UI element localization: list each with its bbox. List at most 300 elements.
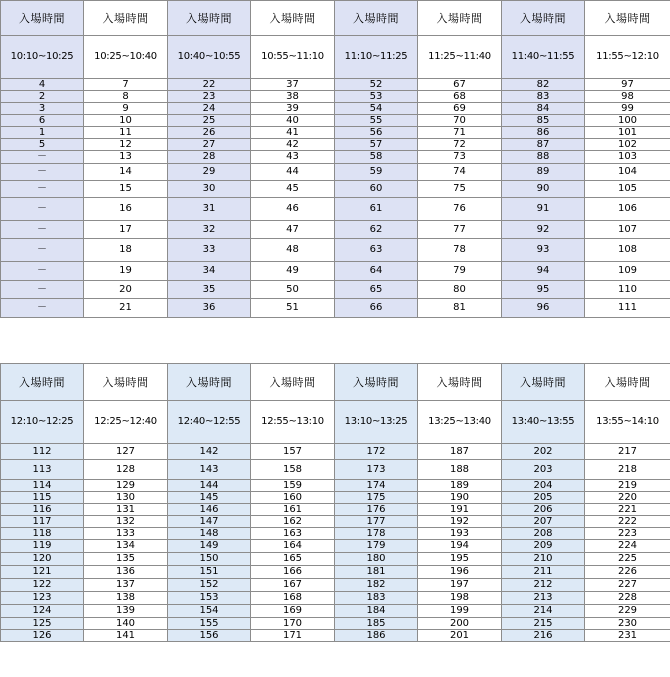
table-row	[1, 480, 670, 492]
ticket-number-cell: 184	[335, 605, 418, 618]
ticket-number-cell: 19	[84, 262, 168, 281]
ticket-number-cell: 87	[502, 139, 585, 151]
ticket-number-cell: －	[1, 262, 84, 281]
ticket-number-cell: 91	[502, 198, 585, 221]
ticket-number-cell: 225	[585, 553, 670, 566]
ticket-number-cell: 227	[585, 579, 670, 592]
column-header: 入場時間	[502, 364, 585, 401]
ticket-number-cell: 154	[168, 605, 251, 618]
ticket-number-cell: 36	[168, 299, 251, 318]
ticket-number-cell: 115	[1, 492, 84, 504]
ticket-number-cell: 211	[502, 566, 585, 579]
ticket-number-cell: 224	[585, 540, 670, 553]
ticket-number-cell: 61	[335, 198, 418, 221]
ticket-number-cell: 163	[251, 528, 335, 540]
ticket-number-cell: 176	[335, 504, 418, 516]
table-row	[1, 239, 670, 262]
ticket-number-cell: 40	[251, 115, 335, 127]
ticket-number-cell: 110	[585, 281, 670, 299]
ticket-number-cell: 220	[585, 492, 670, 504]
ticket-number-cell: 173	[335, 460, 418, 480]
table-row	[1, 262, 670, 281]
ticket-number-cell: 120	[1, 553, 84, 566]
ticket-number-cell: 60	[335, 181, 418, 198]
ticket-number-cell: 55	[335, 115, 418, 127]
ticket-number-cell: 155	[168, 618, 251, 630]
ticket-number-cell: 183	[335, 592, 418, 605]
table-row	[1, 91, 670, 103]
ticket-number-cell: 130	[84, 492, 168, 504]
time-slot-cell: 12:10~12:25	[1, 401, 84, 444]
table-row	[1, 79, 670, 91]
ticket-number-cell: 47	[251, 221, 335, 239]
table-row	[1, 139, 670, 151]
ticket-number-cell: 2	[1, 91, 84, 103]
ticket-number-cell: 104	[585, 164, 670, 181]
ticket-number-cell: 135	[84, 553, 168, 566]
ticket-number-cell: 94	[502, 262, 585, 281]
ticket-number-cell: 149	[168, 540, 251, 553]
ticket-number-cell: 231	[585, 630, 670, 642]
ticket-number-cell: 156	[168, 630, 251, 642]
ticket-number-cell: 186	[335, 630, 418, 642]
column-header: 入場時間	[585, 364, 670, 401]
ticket-number-cell: 123	[1, 592, 84, 605]
ticket-number-cell: 187	[418, 444, 502, 460]
ticket-number-cell: 70	[418, 115, 502, 127]
ticket-number-cell: 93	[502, 239, 585, 262]
ticket-number-cell: 180	[335, 553, 418, 566]
ticket-number-cell: 209	[502, 540, 585, 553]
ticket-number-cell: 46	[251, 198, 335, 221]
ticket-number-cell: 147	[168, 516, 251, 528]
ticket-number-cell: 74	[418, 164, 502, 181]
ticket-number-cell: 10	[84, 115, 168, 127]
ticket-number-cell: 181	[335, 566, 418, 579]
ticket-number-cell: 11	[84, 127, 168, 139]
ticket-number-cell: 213	[502, 592, 585, 605]
ticket-number-cell: 226	[585, 566, 670, 579]
ticket-number-cell: 194	[418, 540, 502, 553]
ticket-number-cell: 18	[84, 239, 168, 262]
ticket-number-cell: 16	[84, 198, 168, 221]
ticket-number-cell: 138	[84, 592, 168, 605]
ticket-number-cell: 193	[418, 528, 502, 540]
ticket-number-cell: 150	[168, 553, 251, 566]
ticket-number-cell: 230	[585, 618, 670, 630]
ticket-number-cell: 51	[251, 299, 335, 318]
ticket-number-cell: 25	[168, 115, 251, 127]
ticket-number-cell: 131	[84, 504, 168, 516]
ticket-number-cell: 198	[418, 592, 502, 605]
time-slot-row	[1, 36, 670, 79]
ticket-number-cell: －	[1, 198, 84, 221]
ticket-number-cell: 7	[84, 79, 168, 91]
ticket-number-cell: 121	[1, 566, 84, 579]
ticket-number-cell: 52	[335, 79, 418, 91]
ticket-number-cell: 92	[502, 221, 585, 239]
column-header: 入場時間	[251, 364, 335, 401]
ticket-number-cell: 20	[84, 281, 168, 299]
ticket-number-cell: 14	[84, 164, 168, 181]
ticket-number-cell: 196	[418, 566, 502, 579]
ticket-number-cell: 73	[418, 151, 502, 164]
ticket-number-cell: 106	[585, 198, 670, 221]
ticket-number-cell: 9	[84, 103, 168, 115]
ticket-number-cell: 170	[251, 618, 335, 630]
ticket-number-cell: 153	[168, 592, 251, 605]
ticket-number-cell: 197	[418, 579, 502, 592]
ticket-number-cell: 63	[335, 239, 418, 262]
ticket-number-cell: 68	[418, 91, 502, 103]
ticket-number-cell: 112	[1, 444, 84, 460]
ticket-number-cell: 119	[1, 540, 84, 553]
table-row	[1, 630, 670, 642]
ticket-number-cell: 27	[168, 139, 251, 151]
ticket-number-cell: 117	[1, 516, 84, 528]
table-row	[1, 299, 670, 318]
ticket-number-cell: 64	[335, 262, 418, 281]
ticket-number-cell: 58	[335, 151, 418, 164]
table-row	[1, 103, 670, 115]
ticket-number-cell: 82	[502, 79, 585, 91]
ticket-number-cell: 29	[168, 164, 251, 181]
table-row	[1, 460, 670, 480]
ticket-number-cell: 88	[502, 151, 585, 164]
ticket-number-cell: 229	[585, 605, 670, 618]
ticket-number-cell: 89	[502, 164, 585, 181]
ticket-number-cell: 195	[418, 553, 502, 566]
table-row	[1, 516, 670, 528]
ticket-number-cell: 116	[1, 504, 84, 516]
column-header: 入場時間	[84, 1, 168, 36]
ticket-number-cell: 190	[418, 492, 502, 504]
time-slot-cell: 13:55~14:10	[585, 401, 670, 444]
ticket-number-cell: 222	[585, 516, 670, 528]
ticket-number-cell: 59	[335, 164, 418, 181]
ticket-number-cell: 185	[335, 618, 418, 630]
table-row	[1, 566, 670, 579]
column-header: 入場時間	[168, 364, 251, 401]
time-slot-cell: 10:40~10:55	[168, 36, 251, 79]
ticket-number-cell: 151	[168, 566, 251, 579]
ticket-number-cell: 134	[84, 540, 168, 553]
ticket-number-cell: 65	[335, 281, 418, 299]
schedule-table-afternoon	[0, 363, 670, 642]
ticket-number-cell: 200	[418, 618, 502, 630]
ticket-number-cell: 206	[502, 504, 585, 516]
ticket-number-cell: 182	[335, 579, 418, 592]
column-header: 入場時間	[335, 1, 418, 36]
ticket-number-cell: 203	[502, 460, 585, 480]
ticket-number-cell: 191	[418, 504, 502, 516]
ticket-number-cell: 72	[418, 139, 502, 151]
ticket-number-cell: 148	[168, 528, 251, 540]
time-slot-cell: 13:10~13:25	[335, 401, 418, 444]
ticket-number-cell: 124	[1, 605, 84, 618]
ticket-number-cell: 13	[84, 151, 168, 164]
ticket-number-cell: 109	[585, 262, 670, 281]
ticket-number-cell: 42	[251, 139, 335, 151]
ticket-number-cell: 118	[1, 528, 84, 540]
ticket-number-cell: 143	[168, 460, 251, 480]
ticket-number-cell: 107	[585, 221, 670, 239]
ticket-number-cell: 90	[502, 181, 585, 198]
ticket-number-cell: 101	[585, 127, 670, 139]
ticket-number-cell: 45	[251, 181, 335, 198]
ticket-number-cell: 214	[502, 605, 585, 618]
header-row	[1, 364, 670, 401]
ticket-number-cell: －	[1, 181, 84, 198]
ticket-number-cell: 44	[251, 164, 335, 181]
ticket-number-cell: 48	[251, 239, 335, 262]
table-row	[1, 605, 670, 618]
ticket-number-cell: 125	[1, 618, 84, 630]
time-slot-cell: 10:10~10:25	[1, 36, 84, 79]
ticket-number-cell: 43	[251, 151, 335, 164]
ticket-number-cell: 179	[335, 540, 418, 553]
ticket-number-cell: 54	[335, 103, 418, 115]
ticket-number-cell: 166	[251, 566, 335, 579]
ticket-number-cell: 12	[84, 139, 168, 151]
ticket-number-cell: 95	[502, 281, 585, 299]
column-header: 入場時間	[585, 1, 670, 36]
ticket-number-cell: 228	[585, 592, 670, 605]
ticket-number-cell: 83	[502, 91, 585, 103]
ticket-number-cell: 223	[585, 528, 670, 540]
ticket-number-cell: 17	[84, 221, 168, 239]
ticket-number-cell: 216	[502, 630, 585, 642]
ticket-number-cell: 219	[585, 480, 670, 492]
ticket-number-cell: 75	[418, 181, 502, 198]
ticket-number-cell: 188	[418, 460, 502, 480]
ticket-number-cell: 6	[1, 115, 84, 127]
ticket-number-cell: 77	[418, 221, 502, 239]
ticket-number-cell: 136	[84, 566, 168, 579]
ticket-number-cell: 177	[335, 516, 418, 528]
ticket-number-cell: 159	[251, 480, 335, 492]
ticket-number-cell: 146	[168, 504, 251, 516]
column-header: 入場時間	[251, 1, 335, 36]
ticket-number-cell: 57	[335, 139, 418, 151]
time-slot-cell: 10:25~10:40	[84, 36, 168, 79]
ticket-number-cell: 85	[502, 115, 585, 127]
column-header: 入場時間	[84, 364, 168, 401]
time-slot-cell: 10:55~11:10	[251, 36, 335, 79]
ticket-number-cell: 129	[84, 480, 168, 492]
ticket-number-cell: 28	[168, 151, 251, 164]
ticket-number-cell: 32	[168, 221, 251, 239]
ticket-number-cell: 96	[502, 299, 585, 318]
ticket-number-cell: 204	[502, 480, 585, 492]
ticket-number-cell: 111	[585, 299, 670, 318]
table-row	[1, 592, 670, 605]
ticket-number-cell: 157	[251, 444, 335, 460]
ticket-number-cell: －	[1, 221, 84, 239]
ticket-number-cell: 30	[168, 181, 251, 198]
table-row	[1, 553, 670, 566]
ticket-number-cell: 4	[1, 79, 84, 91]
ticket-number-cell: 39	[251, 103, 335, 115]
ticket-number-cell: 69	[418, 103, 502, 115]
time-slot-row	[1, 401, 670, 444]
table-row	[1, 221, 670, 239]
time-slot-cell: 11:55~12:10	[585, 36, 670, 79]
ticket-number-cell: 113	[1, 460, 84, 480]
ticket-number-cell: 215	[502, 618, 585, 630]
ticket-number-cell: 97	[585, 79, 670, 91]
ticket-number-cell: 15	[84, 181, 168, 198]
ticket-number-cell: 161	[251, 504, 335, 516]
ticket-number-cell: －	[1, 164, 84, 181]
ticket-number-cell: 71	[418, 127, 502, 139]
ticket-number-cell: 132	[84, 516, 168, 528]
ticket-number-cell: －	[1, 299, 84, 318]
column-header: 入場時間	[1, 1, 84, 36]
ticket-number-cell: 24	[168, 103, 251, 115]
ticket-number-cell: 81	[418, 299, 502, 318]
column-header: 入場時間	[418, 364, 502, 401]
ticket-number-cell: 105	[585, 181, 670, 198]
ticket-number-cell: 22	[168, 79, 251, 91]
ticket-number-cell: 192	[418, 516, 502, 528]
ticket-number-cell: 62	[335, 221, 418, 239]
ticket-number-cell: 33	[168, 239, 251, 262]
ticket-number-cell: 202	[502, 444, 585, 460]
ticket-number-cell: 162	[251, 516, 335, 528]
ticket-number-cell: 137	[84, 579, 168, 592]
ticket-number-cell: 41	[251, 127, 335, 139]
ticket-number-cell: 108	[585, 239, 670, 262]
ticket-number-cell: 178	[335, 528, 418, 540]
ticket-number-cell: 23	[168, 91, 251, 103]
ticket-number-cell: 31	[168, 198, 251, 221]
ticket-number-cell: 66	[335, 299, 418, 318]
ticket-number-cell: 140	[84, 618, 168, 630]
ticket-number-cell: 172	[335, 444, 418, 460]
ticket-number-cell: 127	[84, 444, 168, 460]
table-row	[1, 151, 670, 164]
time-slot-cell: 13:40~13:55	[502, 401, 585, 444]
schedule-table-morning	[0, 0, 670, 318]
table-row	[1, 281, 670, 299]
ticket-number-cell: 126	[1, 630, 84, 642]
column-header: 入場時間	[335, 364, 418, 401]
ticket-number-cell: 175	[335, 492, 418, 504]
ticket-number-cell: 144	[168, 480, 251, 492]
ticket-number-cell: 1	[1, 127, 84, 139]
time-slot-cell: 12:25~12:40	[84, 401, 168, 444]
column-header: 入場時間	[1, 364, 84, 401]
table-row	[1, 115, 670, 127]
ticket-number-cell: 84	[502, 103, 585, 115]
ticket-number-cell: 37	[251, 79, 335, 91]
table-row	[1, 181, 670, 198]
ticket-number-cell: 114	[1, 480, 84, 492]
ticket-number-cell: 208	[502, 528, 585, 540]
ticket-number-cell: －	[1, 281, 84, 299]
ticket-number-cell: 86	[502, 127, 585, 139]
ticket-number-cell: 152	[168, 579, 251, 592]
column-header: 入場時間	[502, 1, 585, 36]
table-row	[1, 618, 670, 630]
table-row	[1, 528, 670, 540]
ticket-number-cell: 217	[585, 444, 670, 460]
ticket-number-cell: 53	[335, 91, 418, 103]
ticket-number-cell: 158	[251, 460, 335, 480]
ticket-number-cell: 201	[418, 630, 502, 642]
ticket-number-cell: 76	[418, 198, 502, 221]
ticket-number-cell: 199	[418, 605, 502, 618]
table-row	[1, 504, 670, 516]
ticket-number-cell: 34	[168, 262, 251, 281]
table-row	[1, 579, 670, 592]
ticket-number-cell: 26	[168, 127, 251, 139]
ticket-number-cell: 212	[502, 579, 585, 592]
table-row	[1, 540, 670, 553]
ticket-number-cell: 168	[251, 592, 335, 605]
ticket-number-cell: 164	[251, 540, 335, 553]
table-row	[1, 164, 670, 181]
ticket-number-cell: 38	[251, 91, 335, 103]
ticket-number-cell: 98	[585, 91, 670, 103]
ticket-number-cell: 165	[251, 553, 335, 566]
ticket-number-cell: 221	[585, 504, 670, 516]
column-header: 入場時間	[168, 1, 251, 36]
ticket-number-cell: 5	[1, 139, 84, 151]
ticket-number-cell: 210	[502, 553, 585, 566]
ticket-number-cell: 35	[168, 281, 251, 299]
time-slot-cell: 11:40~11:55	[502, 36, 585, 79]
ticket-number-cell: 102	[585, 139, 670, 151]
ticket-number-cell: 80	[418, 281, 502, 299]
ticket-number-cell: 139	[84, 605, 168, 618]
column-header: 入場時間	[418, 1, 502, 36]
ticket-number-cell: 50	[251, 281, 335, 299]
table-row	[1, 492, 670, 504]
header-row	[1, 1, 670, 36]
ticket-number-cell: 100	[585, 115, 670, 127]
ticket-number-cell: 171	[251, 630, 335, 642]
ticket-number-cell: 67	[418, 79, 502, 91]
time-slot-cell: 11:25~11:40	[418, 36, 502, 79]
time-slot-cell: 11:10~11:25	[335, 36, 418, 79]
ticket-number-cell: 103	[585, 151, 670, 164]
ticket-number-cell: 145	[168, 492, 251, 504]
ticket-number-cell: 128	[84, 460, 168, 480]
time-slot-cell: 13:25~13:40	[418, 401, 502, 444]
ticket-number-cell: 122	[1, 579, 84, 592]
ticket-number-cell: 167	[251, 579, 335, 592]
ticket-number-cell: 78	[418, 239, 502, 262]
ticket-number-cell: 141	[84, 630, 168, 642]
ticket-number-cell: 56	[335, 127, 418, 139]
ticket-number-cell: －	[1, 239, 84, 262]
ticket-number-cell: 8	[84, 91, 168, 103]
ticket-number-cell: 189	[418, 480, 502, 492]
ticket-number-cell: 169	[251, 605, 335, 618]
ticket-number-cell: 79	[418, 262, 502, 281]
ticket-number-cell: 49	[251, 262, 335, 281]
time-slot-cell: 12:40~12:55	[168, 401, 251, 444]
ticket-number-cell: 160	[251, 492, 335, 504]
table-row	[1, 198, 670, 221]
ticket-number-cell: 133	[84, 528, 168, 540]
ticket-number-cell: 174	[335, 480, 418, 492]
table-row	[1, 127, 670, 139]
ticket-number-cell: －	[1, 151, 84, 164]
ticket-number-cell: 99	[585, 103, 670, 115]
